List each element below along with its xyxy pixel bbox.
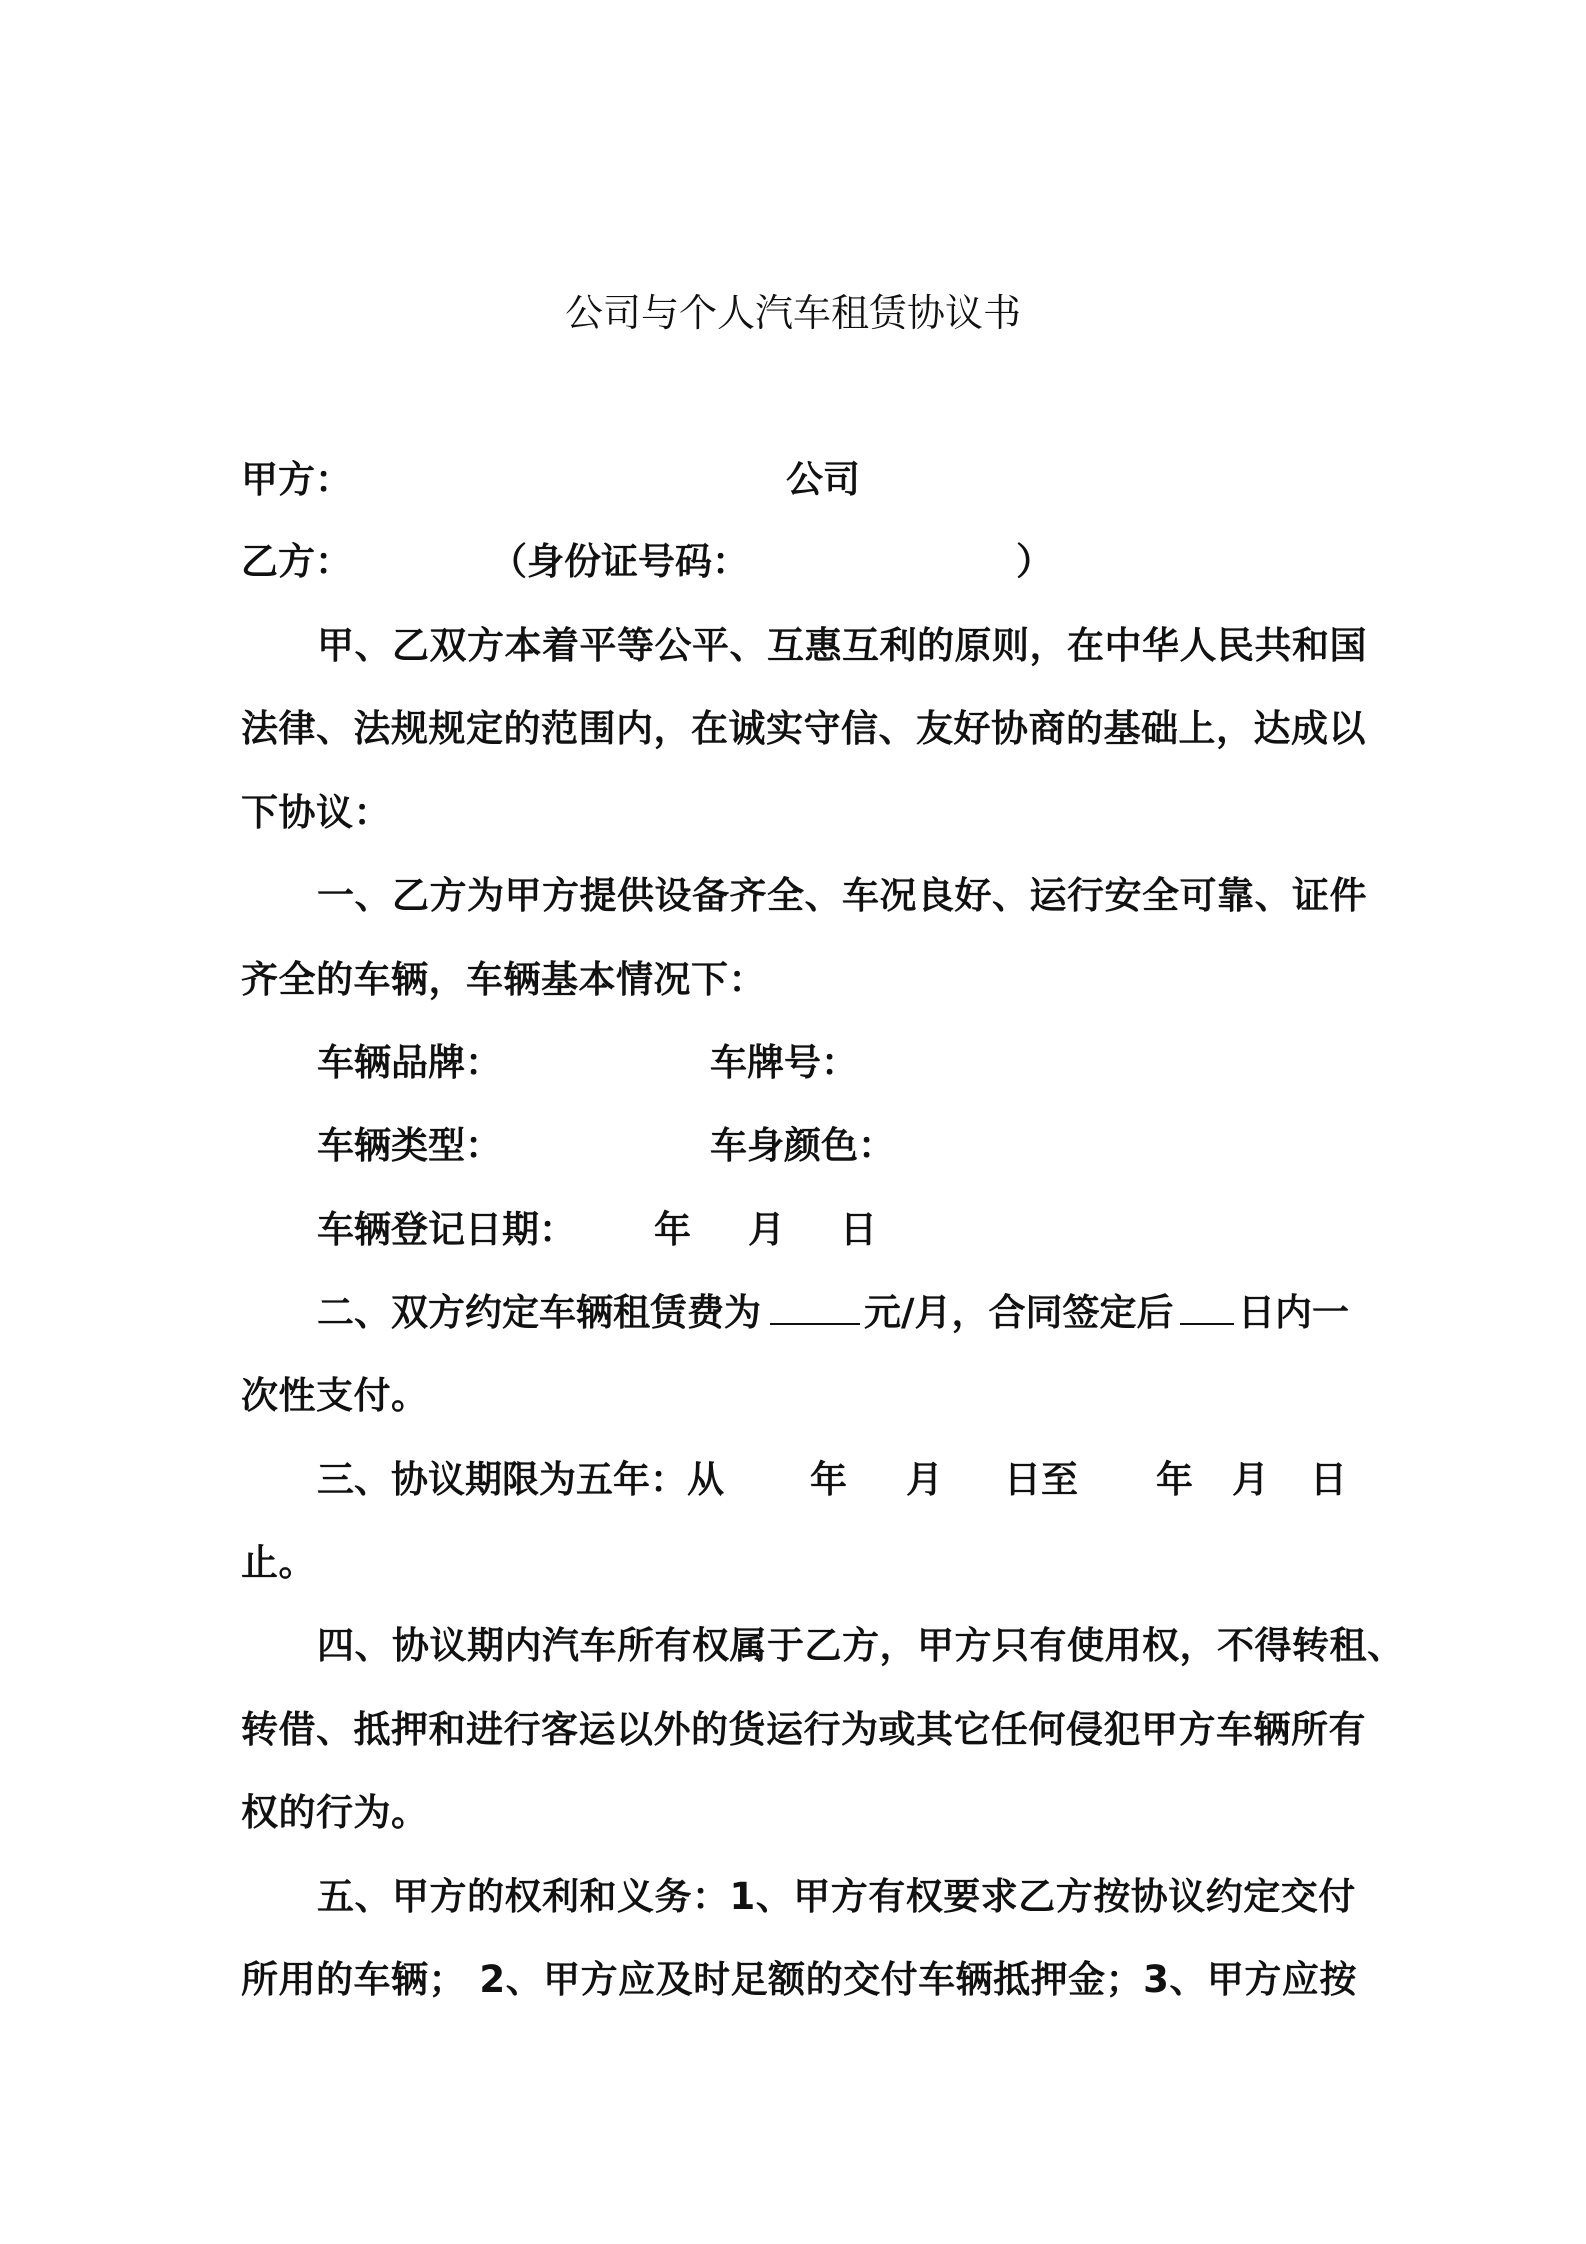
clause2-blank-fee [770, 1291, 860, 1335]
clause1-line-2: 齐全的车辆，车辆基本情况下： [241, 958, 766, 1001]
vehicle-brand-label: 车辆品牌： [317, 1041, 502, 1084]
clause3-day-to: 日至 [1004, 1458, 1078, 1501]
party-b-id-close: ） [1016, 540, 1053, 583]
days-underline [1180, 1295, 1234, 1325]
party-a-company: 公司 [786, 458, 860, 501]
clause2-line-2: 次性支付。 [241, 1374, 429, 1417]
fee-underline [770, 1295, 860, 1325]
vehicle-color-label: 车身颜色： [710, 1124, 895, 1167]
clause1-line-1: 一、乙方为甲方提供设备齐全、车况良好、运行安全可靠、证件 [317, 874, 1367, 917]
clause2-part-1: 二、双方约定车辆租赁费为 [317, 1291, 761, 1334]
clause4-line-2: 转借、抵押和进行客运以外的货运行为或其它任何侵犯甲方车辆所有 [241, 1708, 1366, 1751]
vehicle-reg-month: 月 [748, 1208, 785, 1251]
clause3-month-2: 月 [1232, 1458, 1269, 1501]
intro-line-2: 法律、法规规定的范围内，在诚实守信、友好协商的基础上，达成以 [241, 707, 1366, 750]
clause3-month: 月 [906, 1458, 943, 1501]
clause4-line-3: 权的行为。 [241, 1791, 429, 1834]
vehicle-reg-day: 日 [840, 1208, 877, 1251]
clause4-line-1: 四、协议期内汽车所有权属于乙方，甲方只有使用权，不得转租、 [317, 1624, 1405, 1667]
clause3-year-2: 年 [1156, 1458, 1193, 1501]
party-a-label: 甲方： [241, 458, 352, 501]
vehicle-type-label: 车辆类型： [317, 1124, 502, 1167]
document-title: 公司与个人汽车租赁协议书 [564, 291, 1021, 335]
clause5-line-2: 所用的车辆； 2、甲方应及时足额的交付车辆抵押金；3、甲方应按 [241, 1958, 1357, 2001]
clause3-year: 年 [810, 1458, 847, 1501]
clause5-line-1: 五、甲方的权利和义务：1、甲方有权要求乙方按协议约定交付 [317, 1875, 1356, 1918]
intro-line-1: 甲、乙双方本着平等公平、互惠互利的原则，在中华人民共和国 [317, 624, 1367, 667]
vehicle-reg-date-label: 车辆登记日期： [317, 1208, 576, 1251]
clause3-line-2: 止。 [241, 1541, 316, 1584]
party-b-id-open: （身份证号码： [490, 540, 749, 583]
clause2-part-2: 元/月，合同签定后 [864, 1291, 1174, 1334]
clause3-day-2: 日 [1310, 1458, 1347, 1501]
vehicle-plate-label: 车牌号： [710, 1041, 858, 1084]
intro-line-3: 下协议： [241, 791, 391, 834]
vehicle-reg-year: 年 [654, 1208, 691, 1251]
party-b-label: 乙方： [241, 540, 352, 583]
clause3-prefix: 三、协议期限为五年：从 [317, 1458, 724, 1501]
clause2-blank-days [1180, 1291, 1234, 1335]
clause2-part-3: 日内一 [1238, 1291, 1349, 1334]
